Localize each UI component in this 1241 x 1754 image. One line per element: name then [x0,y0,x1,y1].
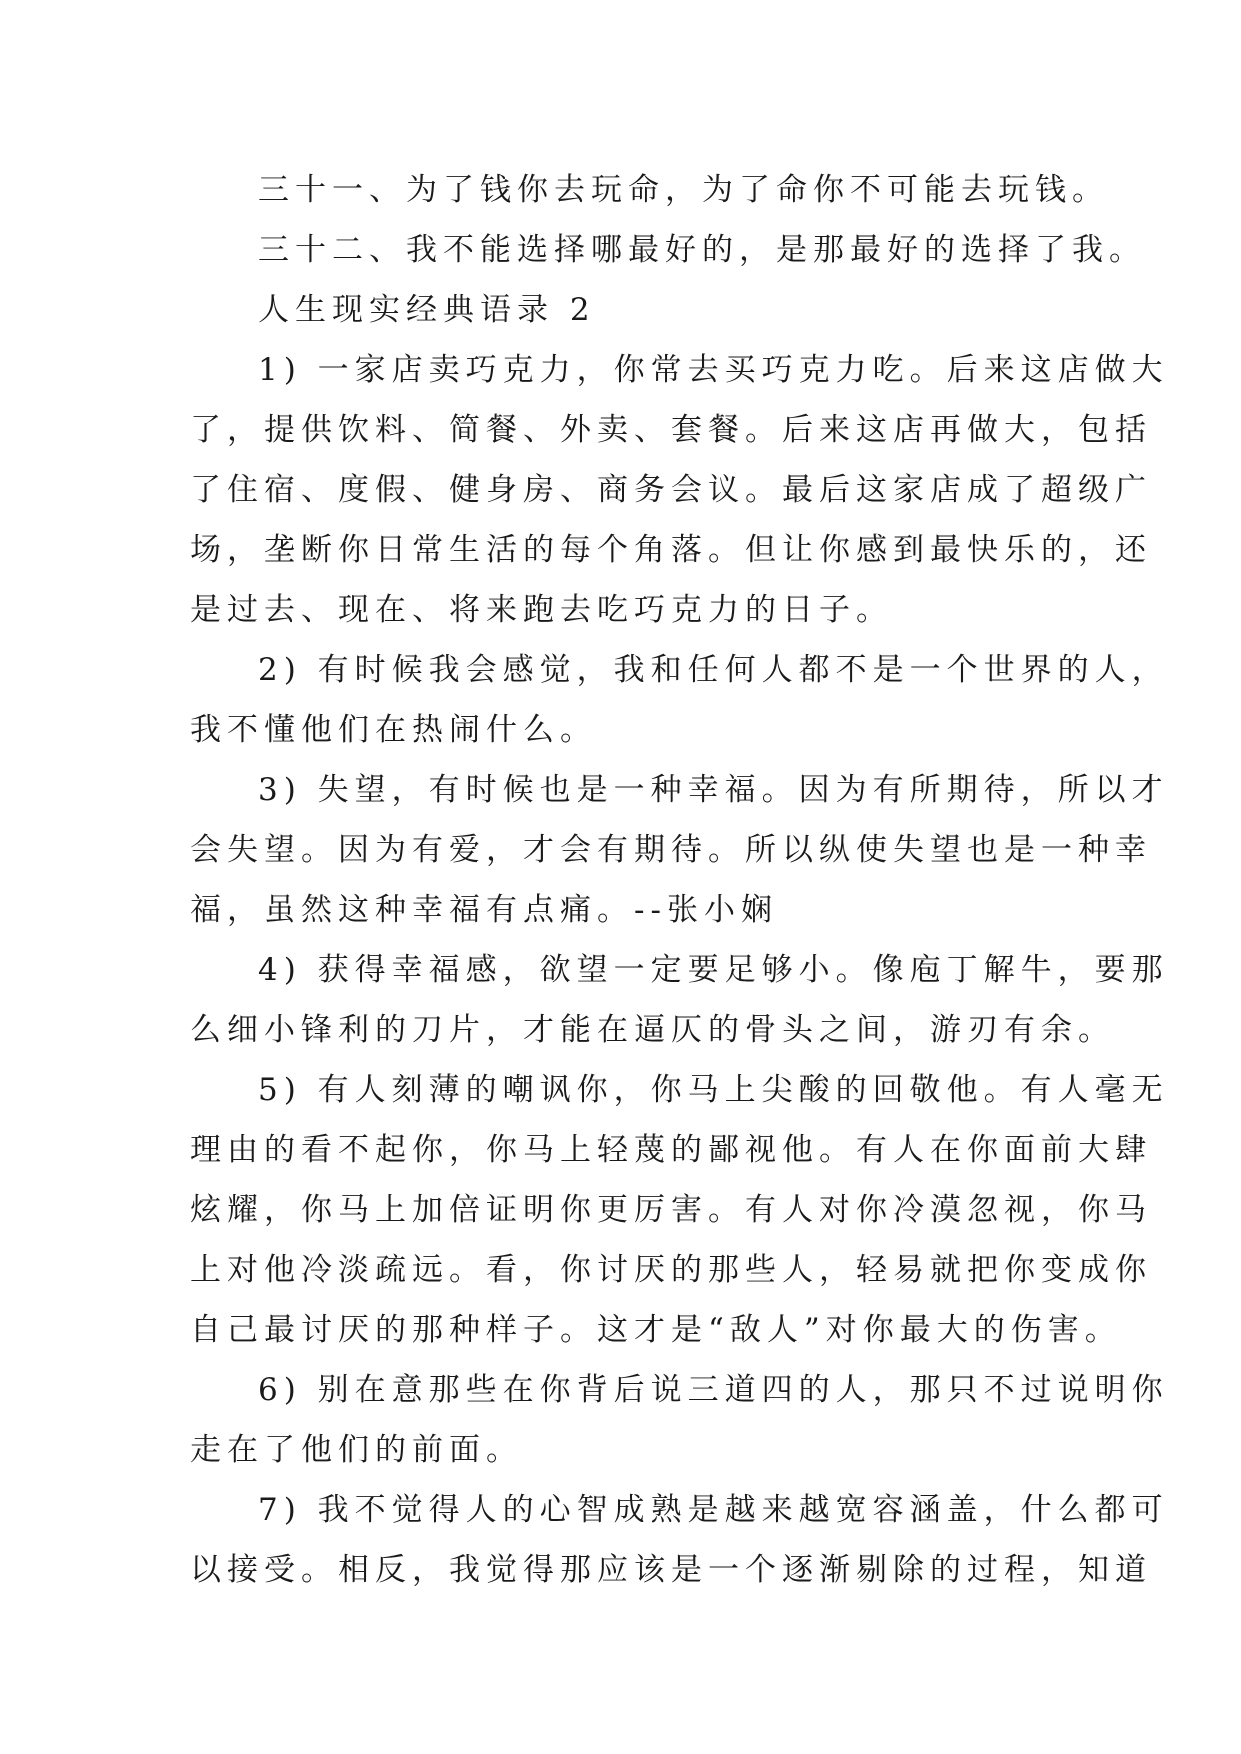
text-line: 7) 我不觉得人的心智成熟是越来越宽容涵盖，什么都可 [258,1492,1169,1528]
text-line: 么细小锋利的刀片，才能在逼仄的骨头之间，游刃有余。 [190,1012,1115,1048]
text-line: 3) 失望，有时候也是一种幸福。因为有所期待，所以才 [258,772,1169,808]
text-line: 上对他冷淡疏远。看，你讨厌的那些人，轻易就把你变成你 [190,1252,1152,1288]
text-line: 了，提供饮料、简餐、外卖、套餐。后来这店再做大，包括 [190,412,1152,448]
text-line: 会失望。因为有爱，才会有期待。所以纵使失望也是一种幸 [190,832,1152,868]
text-line: 6) 别在意那些在你背后说三道四的人，那只不过说明你 [258,1372,1169,1408]
text-line: 2) 有时候我会感觉，我和任何人都不是一个世界的人， [258,652,1169,688]
text-line: 自己最讨厌的那种样子。这才是“敌人”对你最大的伤害。 [190,1312,1122,1348]
text-line: 以接受。相反，我觉得那应该是一个逐渐剔除的过程，知道 [190,1552,1152,1588]
text-line: 是过去、现在、将来跑去吃巧克力的日子。 [190,592,893,628]
text-line: 三十二、我不能选择哪最好的，是那最好的选择了我。 [258,232,1146,268]
section-heading: 人生现实经典语录 2 [258,292,596,328]
text-line: 理由的看不起你，你马上轻蔑的鄙视他。有人在你面前大肆 [190,1132,1152,1168]
text-line: 福，虽然这种幸福有点痛。--张小娴 [190,892,778,928]
text-line: 走在了他们的前面。 [190,1432,523,1468]
text-line: 4) 获得幸福感，欲望一定要足够小。像庖丁解牛，要那 [258,952,1169,988]
text-line: 炫耀，你马上加倍证明你更厉害。有人对你冷漠忽视，你马 [190,1192,1152,1228]
text-line: 三十一、为了钱你去玩命，为了命你不可能去玩钱。 [258,172,1109,208]
document-body [190,160,1169,1600]
text-line: 场，垄断你日常生活的每个角落。但让你感到最快乐的，还 [190,532,1152,568]
text-line: 了住宿、度假、健身房、商务会议。最后这家店成了超级广 [190,472,1152,508]
text-line: 5) 有人刻薄的嘲讽你，你马上尖酸的回敬他。有人毫无 [258,1072,1169,1108]
text-line: 1) 一家店卖巧克力，你常去买巧克力吃。后来这店做大 [258,352,1169,388]
text-line: 我不懂他们在热闹什么。 [190,712,597,748]
